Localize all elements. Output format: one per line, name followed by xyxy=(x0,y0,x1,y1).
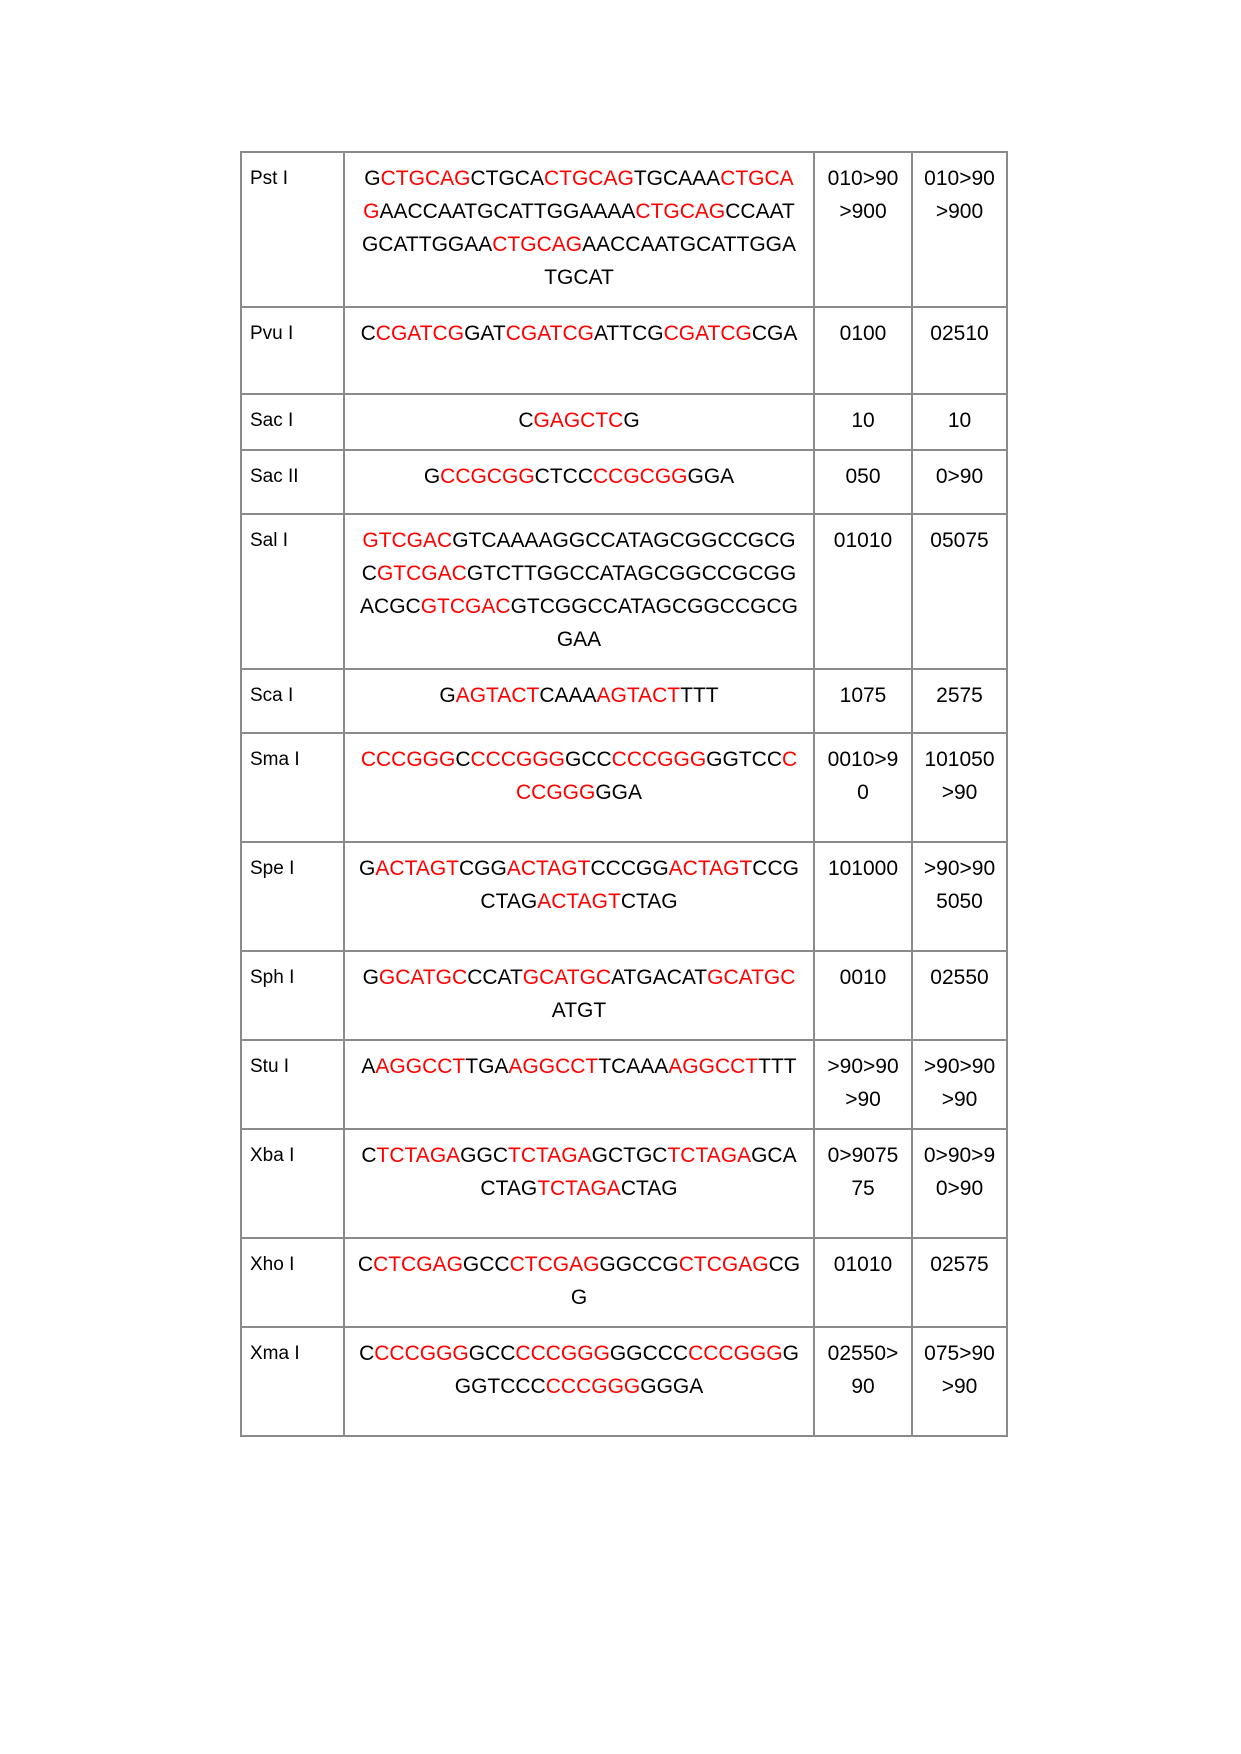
flanking-sequence: ATTCG xyxy=(593,322,664,345)
recognition-site: ACTAGT xyxy=(506,857,591,880)
sequence-cell xyxy=(344,1040,814,1129)
activity-value-cell-2: 02550 xyxy=(912,951,1007,1040)
flanking-sequence: G xyxy=(439,684,456,707)
flanking-sequence: GGGTCCC xyxy=(454,1342,799,1398)
flanking-sequence: GGGA xyxy=(640,1375,704,1398)
table-row xyxy=(241,951,1007,1040)
enzyme-name-cell: Sph I xyxy=(241,951,344,1040)
flanking-sequence: TTT xyxy=(758,1055,797,1078)
recognition-site: CCGCGG xyxy=(592,465,688,488)
flanking-sequence: GGA xyxy=(687,465,735,488)
recognition-site: GTCGAC xyxy=(420,595,511,618)
recognition-site: ACTAGT xyxy=(375,857,460,880)
recognition-site: TCTAGA xyxy=(537,1177,621,1200)
recognition-site: AGTACT xyxy=(596,684,681,707)
flanking-sequence: GGTCC xyxy=(706,748,782,771)
flanking-sequence: GGA xyxy=(595,781,643,804)
recognition-site: CTGCAG xyxy=(380,167,471,190)
recognition-site: CGATCG xyxy=(375,322,465,345)
recognition-site: CTCGAG xyxy=(678,1253,769,1276)
activity-value-cell-2: 0>90>90>90 xyxy=(912,1129,1007,1238)
table-row xyxy=(241,450,1007,514)
table-row xyxy=(241,307,1007,394)
table-row xyxy=(241,669,1007,733)
flanking-sequence: C xyxy=(359,1342,375,1365)
flanking-sequence: GCC xyxy=(565,748,612,771)
enzyme-name-cell: Xma I xyxy=(241,1327,344,1436)
sequence-cell xyxy=(344,514,814,669)
flanking-sequence: CTAG xyxy=(620,1177,678,1200)
recognition-site: CTGCAG xyxy=(492,233,583,256)
flanking-sequence: C xyxy=(455,748,471,771)
sequence-cell xyxy=(344,1129,814,1238)
flanking-sequence: GCC xyxy=(468,1342,516,1365)
table-row xyxy=(241,842,1007,951)
recognition-site: CTCGAG xyxy=(373,1253,463,1276)
sequence-cell xyxy=(344,307,814,394)
sequence-cell xyxy=(344,1327,814,1436)
activity-value-cell-1: 101000 xyxy=(814,842,912,951)
flanking-sequence: CCCGG xyxy=(590,857,669,880)
sequence-cell xyxy=(344,394,814,450)
flanking-sequence: AACCAATGCATTGGAAAA xyxy=(379,200,636,223)
flanking-sequence: G xyxy=(364,167,381,190)
table-row xyxy=(241,514,1007,669)
enzyme-name-cell: Sac I xyxy=(241,394,344,450)
flanking-sequence: CGA xyxy=(751,322,798,345)
flanking-sequence: GCTGC xyxy=(591,1144,668,1167)
activity-value-cell-2: 10 xyxy=(912,394,1007,450)
activity-value-cell-2: 02575 xyxy=(912,1238,1007,1327)
flanking-sequence: G xyxy=(623,409,640,432)
flanking-sequence: TGCAAA xyxy=(633,167,721,190)
enzyme-name-cell: Xho I xyxy=(241,1238,344,1327)
activity-value-cell-1: 1075 xyxy=(814,669,912,733)
flanking-sequence: TTT xyxy=(680,684,719,707)
sequence-cell xyxy=(344,450,814,514)
activity-value-cell-2: 05075 xyxy=(912,514,1007,669)
flanking-sequence: GGCCG xyxy=(599,1253,679,1276)
recognition-site: GAGCTC xyxy=(533,409,624,432)
flanking-sequence: GCC xyxy=(462,1253,510,1276)
sequence-cell xyxy=(344,842,814,951)
flanking-sequence: GTCTTGGCCATAGCGGCCGCGGACGC xyxy=(360,562,797,618)
flanking-sequence: G xyxy=(423,465,441,488)
table-row xyxy=(241,394,1007,450)
activity-value-cell-2: 101050>90 xyxy=(912,733,1007,842)
flanking-sequence: C xyxy=(361,1144,377,1167)
flanking-sequence: CAAA xyxy=(539,684,597,707)
recognition-site: CGATCG xyxy=(663,322,752,345)
flanking-sequence: ATGACAT xyxy=(611,966,708,989)
recognition-site: GTCGAC xyxy=(362,529,453,552)
enzyme-name-cell: Stu I xyxy=(241,1040,344,1129)
sequence-cell xyxy=(344,1238,814,1327)
activity-value-cell-1: 02550>90 xyxy=(814,1327,912,1436)
activity-value-cell-1: >90>90>90 xyxy=(814,1040,912,1129)
recognition-site: CTGCAG xyxy=(635,200,726,223)
recognition-site: TCTAGA xyxy=(667,1144,752,1167)
enzyme-name-cell: Pst I xyxy=(241,152,344,307)
enzyme-name-cell: Sac II xyxy=(241,450,344,514)
activity-value-cell-1: 0100 xyxy=(814,307,912,394)
enzyme-name-cell: Spe I xyxy=(241,842,344,951)
activity-value-cell-1: 10 xyxy=(814,394,912,450)
recognition-site: CCGCGG xyxy=(440,465,535,488)
flanking-sequence: A xyxy=(361,1055,376,1078)
table-row xyxy=(241,733,1007,842)
recognition-site: AGTACT xyxy=(455,684,540,707)
recognition-site: AGGCCT xyxy=(508,1055,599,1078)
activity-value-cell-1: 0010>90 xyxy=(814,733,912,842)
activity-value-cell-1: 01010 xyxy=(814,1238,912,1327)
activity-value-cell-2: >90>905050 xyxy=(912,842,1007,951)
flanking-sequence: C xyxy=(518,409,534,432)
table-row xyxy=(241,1327,1007,1436)
recognition-site: CCCGGG xyxy=(470,748,565,771)
activity-value-cell-2: >90>90>90 xyxy=(912,1040,1007,1129)
recognition-site: GCATGC xyxy=(522,966,612,989)
recognition-site: ACTAGT xyxy=(537,890,621,913)
flanking-sequence: GGCCC xyxy=(609,1342,689,1365)
activity-value-cell-2: 0>90 xyxy=(912,450,1007,514)
flanking-sequence: CGG xyxy=(570,1253,801,1309)
flanking-sequence: CCAATGCATTGGAA xyxy=(361,200,795,256)
activity-value-cell-2: 2575 xyxy=(912,669,1007,733)
activity-value-cell-1: 0010 xyxy=(814,951,912,1040)
recognition-site: TCTAGA xyxy=(508,1144,592,1167)
activity-value-cell-1: 050 xyxy=(814,450,912,514)
activity-value-cell-1: 010>90>900 xyxy=(814,152,912,307)
enzyme-name-cell: Sma I xyxy=(241,733,344,842)
table-row xyxy=(241,152,1007,307)
flanking-sequence: G xyxy=(362,966,379,989)
recognition-site: CGATCG xyxy=(505,322,594,345)
enzyme-name-cell: Pvu I xyxy=(241,307,344,394)
recognition-site: GTCGAC xyxy=(376,562,467,585)
recognition-site: CTGCAG xyxy=(363,167,794,223)
recognition-site: CCCGGG xyxy=(545,1375,641,1398)
recognition-site: TCTAGA xyxy=(376,1144,461,1167)
activity-value-cell-1: 0>907575 xyxy=(814,1129,912,1238)
recognition-site: CCCGGG xyxy=(515,748,798,804)
flanking-sequence: CTAG xyxy=(620,890,678,913)
recognition-site: CCCGGG xyxy=(515,1342,610,1365)
recognition-site: CCCGGG xyxy=(360,748,456,771)
flanking-sequence: CCGCTAG xyxy=(480,857,799,913)
flanking-sequence: C xyxy=(360,322,376,345)
flanking-sequence: GCACTAG xyxy=(480,1144,797,1200)
activity-value-cell-1: 01010 xyxy=(814,514,912,669)
flanking-sequence: GGC xyxy=(460,1144,509,1167)
recognition-site: CTGCAG xyxy=(543,167,634,190)
enzyme-name-cell: Sca I xyxy=(241,669,344,733)
activity-value-cell-2: 010>90>900 xyxy=(912,152,1007,307)
table-row xyxy=(241,1238,1007,1327)
enzyme-digestion-table xyxy=(240,151,1008,1437)
table-body xyxy=(241,152,1007,1436)
flanking-sequence: CGG xyxy=(459,857,507,880)
recognition-site: AGGCCT xyxy=(375,1055,466,1078)
table-row xyxy=(241,1129,1007,1238)
recognition-site: AGGCCT xyxy=(668,1055,759,1078)
recognition-site: GCATGC xyxy=(707,966,796,989)
flanking-sequence: GTCGGCCATAGCGGCCGCGGAA xyxy=(510,595,798,651)
flanking-sequence: GTCAAAAGGCCATAGCGGCCGCGC xyxy=(361,529,796,585)
flanking-sequence: CTGCA xyxy=(470,167,544,190)
flanking-sequence: C xyxy=(357,1253,374,1276)
sequence-cell xyxy=(344,951,814,1040)
table-row xyxy=(241,1040,1007,1129)
flanking-sequence: AACCAATGCATTGGATGCAT xyxy=(544,233,797,289)
recognition-site: GCATGC xyxy=(378,966,468,989)
flanking-sequence: G xyxy=(359,857,376,880)
flanking-sequence: TCAAA xyxy=(598,1055,669,1078)
activity-value-cell-2: 075>90>90 xyxy=(912,1327,1007,1436)
recognition-site: CCCGGG xyxy=(611,748,707,771)
flanking-sequence: GAT xyxy=(464,322,506,345)
enzyme-name-cell: Sal I xyxy=(241,514,344,669)
recognition-site: CTCGAG xyxy=(509,1253,600,1276)
activity-value-cell-2: 02510 xyxy=(912,307,1007,394)
recognition-site: ACTAGT xyxy=(668,857,753,880)
flanking-sequence: CTCC xyxy=(534,465,593,488)
sequence-cell xyxy=(344,669,814,733)
sequence-cell xyxy=(344,733,814,842)
flanking-sequence: ATGT xyxy=(551,999,607,1022)
flanking-sequence: CCAT xyxy=(467,966,523,989)
enzyme-name-cell: Xba I xyxy=(241,1129,344,1238)
flanking-sequence: TGA xyxy=(465,1055,509,1078)
sequence-cell xyxy=(344,152,814,307)
recognition-site: CCCGGG xyxy=(688,1342,783,1365)
recognition-site: CCCGGG xyxy=(374,1342,469,1365)
